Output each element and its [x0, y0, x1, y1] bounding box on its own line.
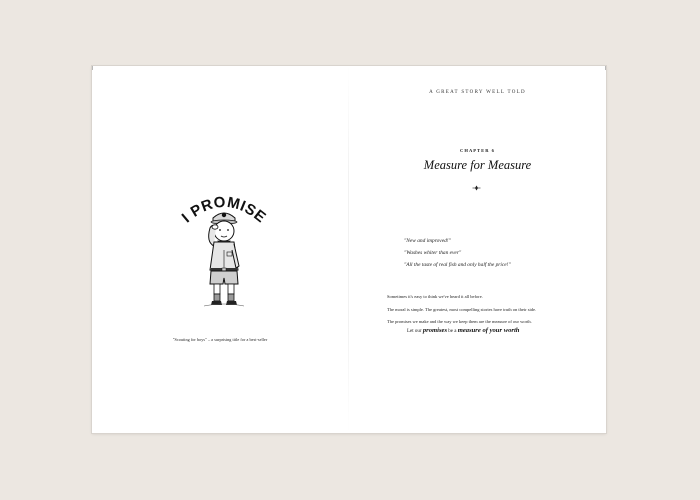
- illustration-caption: "Scouting for boys" – a surprising title for a best-seller: [172, 337, 268, 342]
- body-line: The moral is simple. The greatest, most compelling stories have truth on their side.: [387, 306, 537, 312]
- quote-line: "Washes whiter than ever": [404, 250, 462, 256]
- running-head: A GREAT STORY WELL TOLD: [429, 90, 526, 95]
- left-page: [92, 66, 348, 433]
- closing-script-word: promises: [422, 327, 448, 334]
- closing-script-phrase: measure of your worth: [457, 327, 520, 334]
- closing-prefix: Let our: [407, 329, 422, 334]
- advertising-quotes: [404, 235, 594, 271]
- chapter-label: CHAPTER 6: [460, 148, 495, 153]
- body-text: [387, 291, 597, 329]
- scout-boy-saluting-illustration: [176, 184, 272, 312]
- body-line: The promises we make and the way we keep them are the measure of our worth.: [387, 319, 532, 325]
- banner-text-path: I PROMISE: [178, 193, 270, 227]
- body-line: Sometimes it's easy to think we've heard it all before.: [387, 294, 483, 299]
- quote-line: "New and improved!": [404, 238, 451, 244]
- book-spread: [92, 66, 606, 433]
- chapter-title: Measure for Measure: [423, 158, 532, 172]
- right-page: [349, 66, 606, 433]
- closing-line: [407, 327, 519, 334]
- quote-line: "All the taste of real fish and only half the price!": [404, 262, 511, 268]
- closing-middle: be a: [448, 329, 457, 334]
- fleuron-ornament-icon: [472, 185, 481, 191]
